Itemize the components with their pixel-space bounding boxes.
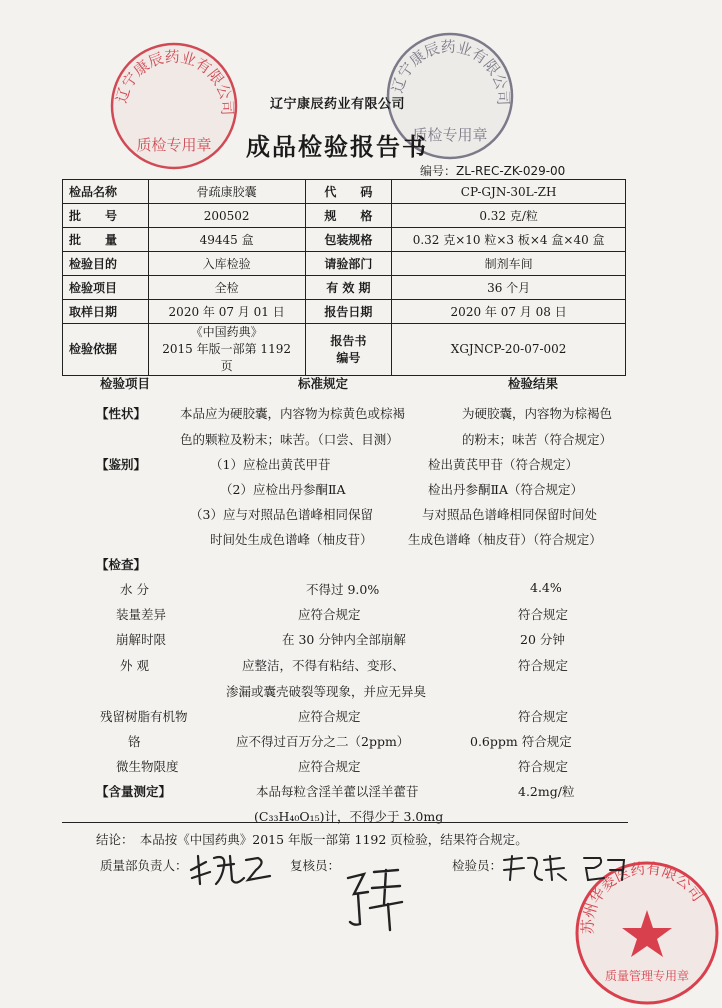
value-department: 制剂车间 bbox=[392, 252, 626, 276]
conclusion-text: 结论： 本品按《中国药典》2015 年版一部第 1192 页检验，结果符合规定。 bbox=[96, 832, 528, 847]
label-packaging: 包装规格 bbox=[305, 228, 392, 252]
value-validity: 36 个月 bbox=[392, 276, 626, 300]
appearance-check-std-line2: 渗漏或囊壳破裂等现象，并应无异臭 bbox=[226, 684, 427, 699]
svg-text:苏州华菱医药有限公司: 苏州华菱医药有限公司 bbox=[578, 859, 707, 935]
appearance-std-line2: 色的颗粒及粉末；味苦。（口尝、目测） bbox=[180, 432, 399, 447]
svg-text:质检专用章: 质检专用章 bbox=[412, 126, 488, 144]
disintegration-label: 崩解时限 bbox=[116, 632, 167, 647]
label-report-no: 报告书 编号 bbox=[305, 324, 392, 376]
label-report-date: 报告日期 bbox=[305, 300, 392, 324]
label-sample-date: 取样日期 bbox=[63, 300, 149, 324]
col-header-result: 检验结果 bbox=[508, 376, 559, 391]
label-department: 请验部门 bbox=[305, 252, 392, 276]
ident3-std-line2: 时间处生成色谱峰（柚皮苷） bbox=[210, 532, 373, 547]
page-title: 成品检验报告书 bbox=[246, 133, 428, 161]
appearance-std-line1: 本品应为硬胶囊，内容物为棕黄色或棕褐 bbox=[180, 406, 406, 421]
resin-res: 符合规定 bbox=[518, 709, 569, 724]
chromium-std: 应不得过百万分之二（2ppm） bbox=[236, 734, 410, 749]
ident1-res: 检出黄芪甲苷（符合规定） bbox=[428, 457, 579, 472]
quality-seal-left bbox=[108, 40, 240, 172]
assay-std-line2: (C₃₃H₄₀O₁₅)计，不得少于 3.0mg bbox=[254, 809, 444, 824]
ident1-std: （1）应检出黄芪甲苷 bbox=[210, 457, 331, 472]
assay-std-line1: 本品每粒含淫羊藿以淫羊藿苷 bbox=[256, 784, 419, 799]
ident3-std-line1: （3）应与对照品色谱峰相同保留 bbox=[190, 507, 373, 522]
ident2-res: 检出丹参酮ⅡA（符合规定） bbox=[428, 482, 584, 497]
disintegration-res: 20 分钟 bbox=[520, 632, 565, 647]
microbial-label: 微生物限度 bbox=[116, 759, 179, 774]
value-basis: 《中国药典》 2015 年版一部第 1192 页 bbox=[148, 324, 305, 376]
ident2-std: （2）应检出丹参酮ⅡA bbox=[220, 482, 346, 497]
document-number: 编号：ZL-REC-ZK-029-00 bbox=[420, 164, 566, 178]
resin-label: 残留树脂有机物 bbox=[100, 709, 188, 724]
inspector-label: 检验员： bbox=[452, 858, 503, 873]
value-product: 骨疏康胶囊 bbox=[148, 180, 305, 204]
ident3-res-line2: 生成色谱峰（柚皮苷）（符合规定） bbox=[408, 532, 602, 547]
value-batch: 200502 bbox=[148, 204, 305, 228]
signature-reviewer bbox=[340, 864, 410, 934]
value-quantity: 49445 盒 bbox=[148, 228, 305, 252]
svg-text:质量管理专用章: 质量管理专用章 bbox=[604, 969, 690, 983]
label-batch: 批 号 bbox=[63, 204, 149, 228]
divider-line bbox=[62, 822, 628, 823]
info-table bbox=[62, 179, 626, 376]
company-name: 辽宁康辰药业有限公司 bbox=[270, 97, 406, 112]
label-validity: 有 效 期 bbox=[305, 276, 392, 300]
value-sample-date: 2020 年 07 月 01 日 bbox=[148, 300, 305, 324]
fill-std: 应符合规定 bbox=[298, 607, 361, 622]
value-code: CP-GJN-30L-ZH bbox=[392, 180, 626, 204]
qa-head-label: 质量部负责人： bbox=[100, 858, 188, 873]
water-res: 4.4% bbox=[530, 580, 562, 595]
col-header-item: 检验项目 bbox=[100, 376, 151, 391]
chromium-label: 铬 bbox=[128, 734, 141, 749]
value-report-no: XGJNCP-20-07-002 bbox=[392, 324, 626, 376]
value-purpose: 入库检验 bbox=[148, 252, 305, 276]
fill-res: 符合规定 bbox=[518, 607, 569, 622]
value-test-item: 全检 bbox=[148, 276, 305, 300]
appearance-check-std-line1: 应整洁，不得有粘结、变形、 bbox=[242, 658, 405, 673]
section-label-inspection: 【检查】 bbox=[96, 557, 147, 572]
value-spec: 0.32 克/粒 bbox=[392, 204, 626, 228]
seal-arc-text: 辽宁康辰药业有限公司 bbox=[112, 47, 237, 116]
label-purpose: 检验目的 bbox=[63, 252, 149, 276]
label-quantity: 批 量 bbox=[63, 228, 149, 252]
water-label: 水 分 bbox=[120, 582, 149, 597]
reviewer-label: 复核员： bbox=[290, 858, 341, 873]
appearance-res-line1: 为硬胶囊，内容物为棕褐色 bbox=[462, 406, 613, 421]
fill-label: 装量差异 bbox=[116, 607, 167, 622]
label-spec: 规 格 bbox=[305, 204, 392, 228]
appearance-label: 外 观 bbox=[120, 658, 149, 673]
resin-std: 应符合规定 bbox=[298, 709, 361, 724]
microbial-res: 符合规定 bbox=[518, 759, 569, 774]
assay-res: 4.2mg/粒 bbox=[518, 784, 575, 799]
chromium-res: 0.6ppm 符合规定 bbox=[470, 734, 572, 749]
svg-text:质检专用章: 质检专用章 bbox=[136, 136, 212, 154]
signature-inspector bbox=[500, 852, 630, 886]
label-product: 检品名称 bbox=[63, 180, 149, 204]
section-label-assay: 【含量测定】 bbox=[96, 784, 172, 799]
label-basis: 检验依据 bbox=[63, 324, 149, 376]
section-label-appearance: 【性状】 bbox=[96, 406, 147, 421]
appearance-res-line2: 的粉末；味苦（符合规定） bbox=[462, 432, 613, 447]
value-packaging: 0.32 克×10 粒×3 板×4 盒×40 盒 bbox=[392, 228, 626, 252]
appearance-check-res: 符合规定 bbox=[518, 658, 569, 673]
section-label-identification: 【鉴别】 bbox=[96, 457, 147, 472]
disintegration-std: 在 30 分钟内全部崩解 bbox=[282, 632, 406, 647]
signature-qa-head bbox=[186, 850, 276, 890]
microbial-std: 应符合规定 bbox=[298, 759, 361, 774]
label-code: 代 码 bbox=[305, 180, 392, 204]
label-test-item: 检验项目 bbox=[63, 276, 149, 300]
value-report-date: 2020 年 07 月 08 日 bbox=[392, 300, 626, 324]
water-std: 不得过 9.0% bbox=[306, 582, 380, 597]
ident3-res-line1: 与对照品色谱峰相同保留时间处 bbox=[422, 507, 598, 522]
svg-text:辽宁康辰药业有限公司: 辽宁康辰药业有限公司 bbox=[388, 37, 513, 106]
col-header-standard: 标准规定 bbox=[298, 376, 349, 391]
